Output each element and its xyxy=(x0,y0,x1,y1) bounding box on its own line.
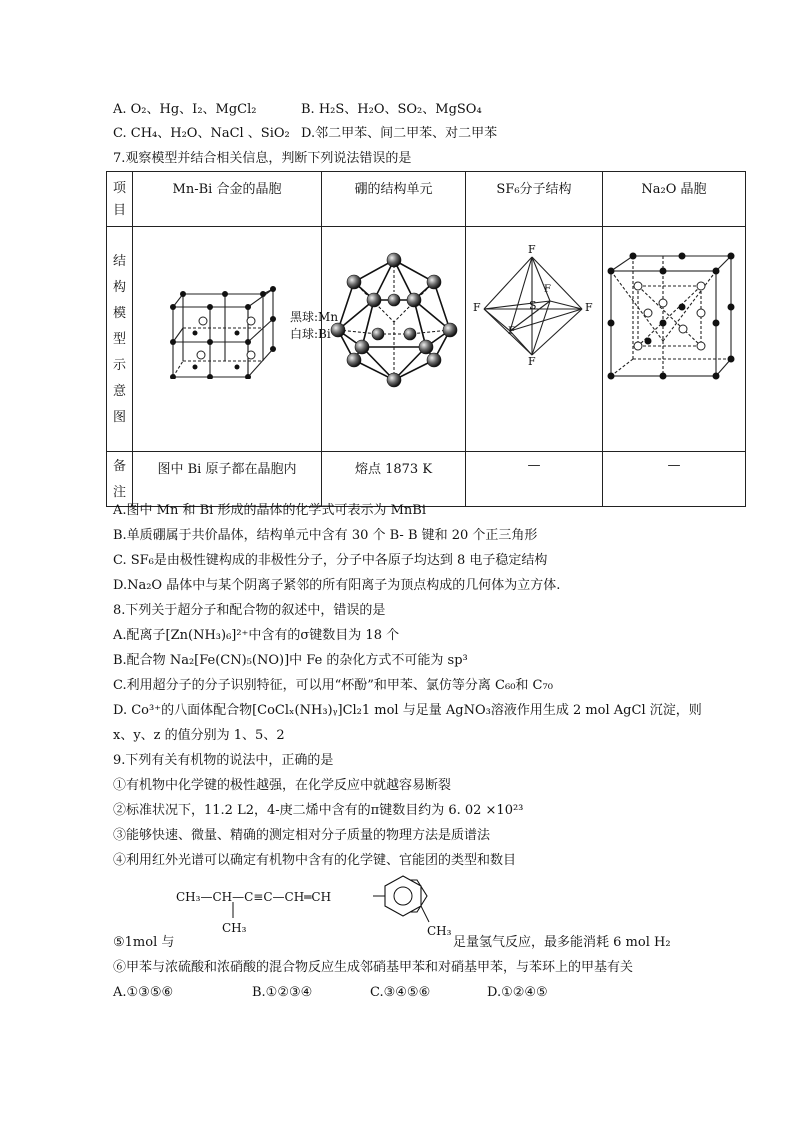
header-na2o: Na₂O 晶胞 xyxy=(603,172,746,227)
q9-answer-d: D.①②④⑤ xyxy=(487,985,548,1000)
q9-answer-b: B.①②③④ xyxy=(252,985,313,1000)
sf6-label-f-left: F xyxy=(473,301,481,314)
q9-item-1: ①有机物中化学键的极性越强，在化学反应中就越容易断裂 xyxy=(113,778,452,793)
q9-answer-a: A.①③⑤⑥ xyxy=(113,985,174,1000)
mnbi-cell xyxy=(133,227,339,452)
q8-option-a: A.配离子[Zn(NH₃)₆]²⁺中含有的σ键数目为 18 个 xyxy=(113,628,400,643)
formula-main-chain: CH₃—CH—C≡C—CH═CH xyxy=(176,890,332,904)
sf6-cell xyxy=(466,227,603,452)
q8-option-d: D. Co³⁺的八面体配合物[CoClₓ(NH₃)ᵧ]Cl₂1 mol 与足量 AgNO₃溶液作用生成 2 mol AgCl 沉淀，则 xyxy=(113,703,702,718)
header-boron: 硼的结构单元 xyxy=(322,172,466,227)
q7-header-row xyxy=(107,172,746,227)
q7-table xyxy=(106,171,746,507)
q6-option-c: C. CH₄、H₂O、NaCl 、SiO₂ xyxy=(113,126,290,141)
header-item-text: 项目 xyxy=(112,181,126,218)
row-label-text: 结构模型示意图 xyxy=(112,254,126,425)
sf6-label-f-front: F xyxy=(508,326,515,337)
note-mnbi: 图中 Bi 原子都在晶胞内 xyxy=(133,452,322,507)
legend-bi: 白球:Bi xyxy=(290,327,331,341)
row-label-notes xyxy=(107,452,133,507)
sf6-label-f-bottom: F xyxy=(528,355,536,368)
q7-option-c: C. SF₆是由极性键构成的非极性分子，分子中各原子均达到 8 电子稳定结构 xyxy=(113,553,548,568)
notes-label-text: 备注 xyxy=(112,459,126,500)
q8-option-c: C.利用超分子的分子识别特征，可以用“杯酚”和甲苯、氯仿等分离 C₆₀和 C₇₀ xyxy=(113,678,553,693)
note-sf6: — xyxy=(466,452,603,507)
q6-option-d: D.邻二甲苯、间二甲苯、对二甲苯 xyxy=(301,126,498,141)
q9-item-2: ②标准状况下，11.2 L2，4-庚二烯中含有的π键数目约为 6. 02 ×10²³ xyxy=(113,803,524,818)
na2o-cell xyxy=(603,227,746,452)
benzene-ring-icon xyxy=(373,874,435,934)
sf6-label-s: S xyxy=(529,299,537,312)
q7-option-a: A.图中 Mn 和 Bi 形成的晶体的化学式可表示为 MnBi xyxy=(113,503,426,518)
q9-item-5-prefix: ⑤1mol 与 xyxy=(113,935,175,950)
formula-branch-ch3: CH₃ xyxy=(222,921,247,935)
legend-mn: 黑球:Mn xyxy=(290,310,339,324)
q7-stem: 7.观察模型并结合相关信息，判断下列说法错误的是 xyxy=(113,151,412,166)
ring-sub-ch3: CH₃ xyxy=(427,924,452,938)
note-boron: 熔点 1873 K xyxy=(322,452,466,507)
boron-cell xyxy=(322,227,466,452)
sf6-label-f-top: F xyxy=(528,243,536,256)
boron-icosahedron-diagram xyxy=(322,242,466,392)
q7-diagram-row xyxy=(107,227,746,452)
formula-branch-bond xyxy=(228,902,238,920)
q9-stem: 9.下列有关有机物的说法中，正确的是 xyxy=(113,753,334,768)
q7-notes-row xyxy=(107,452,746,507)
q8-stem: 8.下列关于超分子和配合物的叙述中，错误的是 xyxy=(113,603,386,618)
q7-option-b: B.单质硼属于共价晶体，结构单元中含有 30 个 B- B 键和 20 个正三角形 xyxy=(113,528,538,543)
q8-option-b: B.配合物 Na₂[Fe(CN)₅(NO)]中 Fe 的杂化方式不可能为 sp³ xyxy=(113,653,468,668)
q9-answer-c: C.③④⑤⑥ xyxy=(370,985,431,1000)
header-sf6: SF₆分子结构 xyxy=(466,172,603,227)
header-item xyxy=(107,172,133,227)
na2o-cell-diagram xyxy=(603,251,746,381)
row-label-structure xyxy=(107,227,133,452)
sf6-label-f-right: F xyxy=(585,301,593,314)
q9-item-4: ④利用红外光谱可以确定有机物中含有的化学键、官能团的类型和数目 xyxy=(113,853,517,868)
q6-option-b: B. H₂S、H₂O、SO₂、MgSO₄ xyxy=(301,102,482,117)
sf6-label-f-back: F xyxy=(544,284,551,295)
q9-item-3: ③能够快速、微量、精确的测定相对分子质量的物理方法是质谱法 xyxy=(113,828,491,843)
q9-item-5-suffix: 足量氢气反应，最多能消耗 6 mol H₂ xyxy=(453,935,671,950)
q8-option-d-cont: x、y、z 的值分别为 1、5、2 xyxy=(113,728,285,743)
note-na2o: — xyxy=(603,452,746,507)
q6-option-a: A. O₂、Hg、I₂、MgCl₂ xyxy=(113,102,257,117)
header-mnbi: Mn-Bi 合金的晶胞 xyxy=(133,172,322,227)
q9-item-6: ⑥甲苯与浓硫酸和浓硝酸的混合物反应生成邻硝基甲苯和对硝基甲苯，与苯环上的甲基有关 xyxy=(113,960,634,975)
q7-option-d: D.Na₂O 晶体中与某个阴离子紧邻的所有阳离子为顶点构成的几何体为立方体. xyxy=(113,578,561,593)
